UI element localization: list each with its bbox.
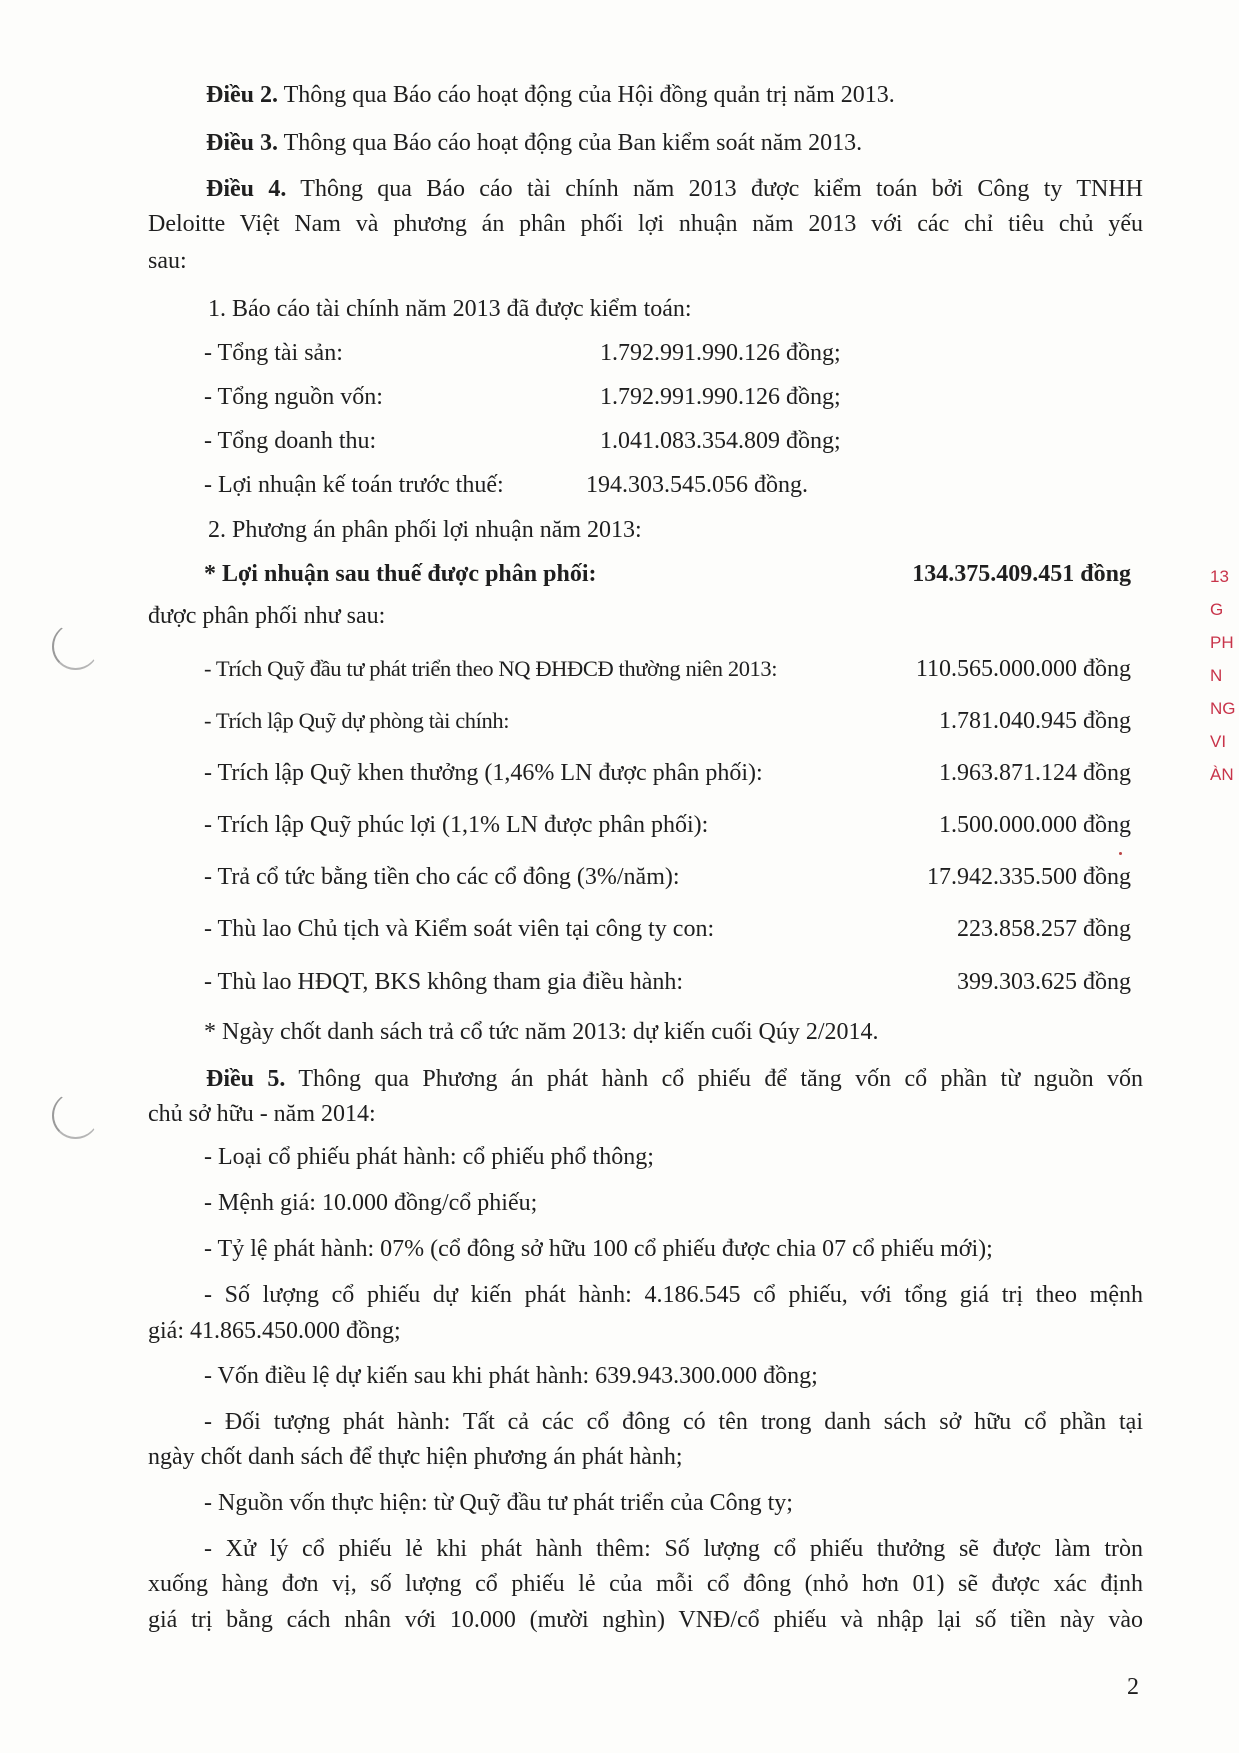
dieu-4-line-3: sau: bbox=[148, 248, 187, 274]
odd-lot-line-3: giá trị bằng cách nhân với 10.000 (mười nghìn) VNĐ/cổ phiếu và nhập lại số tiền này vào bbox=[148, 1607, 1143, 1633]
issue-target-line-1: - Đối tượng phát hành: Tất cả các cổ đông có tên trong danh sách sở hữu cổ phần tại bbox=[204, 1409, 1143, 1435]
fin-row-label: - Tổng tài sản: bbox=[204, 340, 343, 366]
dieu-3 bbox=[206, 128, 862, 158]
dist-row-value: 1.963.871.124 đồng bbox=[939, 760, 1131, 786]
dieu-5-line-1 bbox=[206, 1064, 1143, 1094]
dieu-4-line-2: Deloitte Việt Nam và phương án phân phối lợi nhuận năm 2013 với các chỉ tiêu chủ yếu bbox=[148, 211, 1143, 237]
dist-row-label: - Trích lập Quỹ phúc lợi (1,1% LN được phân phối): bbox=[204, 812, 709, 838]
dist-row-value: 1.500.000.000 đồng bbox=[939, 812, 1131, 838]
fin-row-label: - Lợi nhuận kế toán trước thuế: bbox=[204, 472, 504, 498]
issue-quantity-line-2: giá: 41.865.450.000 đồng; bbox=[148, 1318, 401, 1344]
dist-row-value: 110.565.000.000 đồng bbox=[915, 656, 1131, 682]
stamp-text: G bbox=[1210, 600, 1224, 619]
odd-lot-line-2: xuống hàng đơn vị, số lượng cổ phiếu lẻ của mỗi cổ đông (nhỏ hơn 01) sẽ được xác định bbox=[148, 1571, 1143, 1597]
dieu-2 bbox=[206, 80, 895, 110]
dieu-4-line-1 bbox=[206, 174, 1143, 204]
stamp-text: 13 bbox=[1210, 567, 1229, 586]
section-2-heading: 2. Phương án phân phối lợi nhuận năm 2013: bbox=[208, 517, 642, 543]
fin-row-label: - Tổng nguồn vốn: bbox=[204, 384, 383, 410]
dist-row-value: 399.303.625 đồng bbox=[957, 969, 1131, 995]
page-number: 2 bbox=[1127, 1674, 1139, 1700]
dist-row-label: - Trích lập Quỹ khen thưởng (1,46% LN được phân phối): bbox=[204, 760, 763, 786]
stamp-text: VI bbox=[1210, 732, 1227, 751]
fin-row-value: 194.303.545.056 đồng. bbox=[586, 472, 808, 498]
charter-capital: - Vốn điều lệ dự kiến sau khi phát hành: 639.943.300.000 đồng; bbox=[204, 1363, 818, 1389]
stamp-text: NG bbox=[1210, 699, 1236, 718]
red-ink-speck bbox=[1119, 852, 1122, 855]
punch-hole bbox=[52, 623, 99, 670]
dist-row-value: 223.858.257 đồng bbox=[957, 916, 1131, 942]
dividend-note: * Ngày chốt danh sách trả cổ tức năm 2013: dự kiến cuối Qúy 2/2014. bbox=[204, 1019, 879, 1045]
dist-row-label: - Thù lao HĐQT, BKS không tham gia điều hành: bbox=[204, 969, 684, 995]
issue-quantity-line-1: - Số lượng cổ phiếu dự kiến phát hành: 4.186.545 cổ phiếu, với tổng giá trị theo mệnh bbox=[204, 1282, 1143, 1308]
capital-source: - Nguồn vốn thực hiện: từ Quỹ đầu tư phát triển của Công ty; bbox=[204, 1490, 793, 1516]
stamp-text: N bbox=[1210, 666, 1223, 685]
dieu-5-line-2: chủ sở hữu - năm 2014: bbox=[148, 1101, 376, 1127]
dieu-2-text: Thông qua Báo cáo hoạt động của Hội đồng quản trị năm 2013. bbox=[283, 82, 895, 108]
dieu-3-text: Thông qua Báo cáo hoạt động của Ban kiểm soát năm 2013. bbox=[283, 130, 863, 156]
dieu-4-label: Điều 4. bbox=[206, 176, 287, 202]
odd-lot-line-1: - Xử lý cổ phiếu lẻ khi phát hành thêm: Số lượng cổ phiếu thưởng sẽ được làm tròn bbox=[204, 1536, 1143, 1562]
profit-label-text: * Lợi nhuận sau thuế được phân phối: bbox=[204, 561, 597, 587]
profit-label bbox=[204, 559, 596, 589]
issue-ratio: - Tỷ lệ phát hành: 07% (cổ đông sở hữu 100 cổ phiếu được chia 07 cổ phiếu mới); bbox=[204, 1236, 993, 1262]
section-1-heading: 1. Báo cáo tài chính năm 2013 đã được kiểm toán: bbox=[208, 296, 692, 322]
dist-row-label: - Trả cổ tức bằng tiền cho các cổ đông (3%/năm): bbox=[204, 864, 680, 890]
company-stamp-fragment bbox=[1210, 560, 1239, 790]
dieu-5-text-1: Thông qua Phương án phát hành cổ phiếu để tăng vốn cổ phần từ nguồn vốn bbox=[298, 1066, 1143, 1092]
dieu-2-label: Điều 2. bbox=[206, 82, 278, 108]
distributed-as: được phân phối như sau: bbox=[148, 603, 386, 629]
fin-row-label: - Tổng doanh thu: bbox=[204, 428, 377, 454]
profit-value-text: 134.375.409.451 đồng bbox=[912, 561, 1131, 587]
stamp-text: ÀN bbox=[1210, 765, 1234, 784]
punch-hole bbox=[52, 1092, 99, 1139]
dist-row-label: - Thù lao Chủ tịch và Kiểm soát viên tại công ty con: bbox=[204, 916, 715, 942]
fin-row-value: 1.792.991.990.126 đồng; bbox=[600, 384, 841, 410]
issue-target-line-2: ngày chốt danh sách để thực hiện phương án phát hành; bbox=[148, 1444, 683, 1470]
dist-row-value: 1.781.040.945 đồng bbox=[939, 708, 1131, 734]
dist-row-label: - Trích Quỹ đầu tư phát triển theo NQ ĐHĐCĐ thường niên 2013: bbox=[204, 656, 778, 681]
dieu-3-label: Điều 3. bbox=[206, 130, 278, 156]
dist-row-label: - Trích lập Quỹ dự phòng tài chính: bbox=[204, 708, 510, 733]
fin-row-value: 1.041.083.354.809 đồng; bbox=[600, 428, 841, 454]
issue-type: - Loại cổ phiếu phát hành: cổ phiếu phổ thông; bbox=[204, 1144, 654, 1170]
dist-row-value: 17.942.335.500 đồng bbox=[927, 864, 1131, 890]
stamp-text: PH bbox=[1210, 633, 1234, 652]
fin-row-value: 1.792.991.990.126 đồng; bbox=[600, 340, 841, 366]
profit-value bbox=[912, 559, 1131, 589]
dieu-5-label: Điều 5. bbox=[206, 1066, 286, 1092]
dieu-4-text-1: Thông qua Báo cáo tài chính năm 2013 được kiểm toán bởi Công ty TNHH bbox=[300, 176, 1143, 202]
par-value: - Mệnh giá: 10.000 đồng/cổ phiếu; bbox=[204, 1190, 538, 1216]
